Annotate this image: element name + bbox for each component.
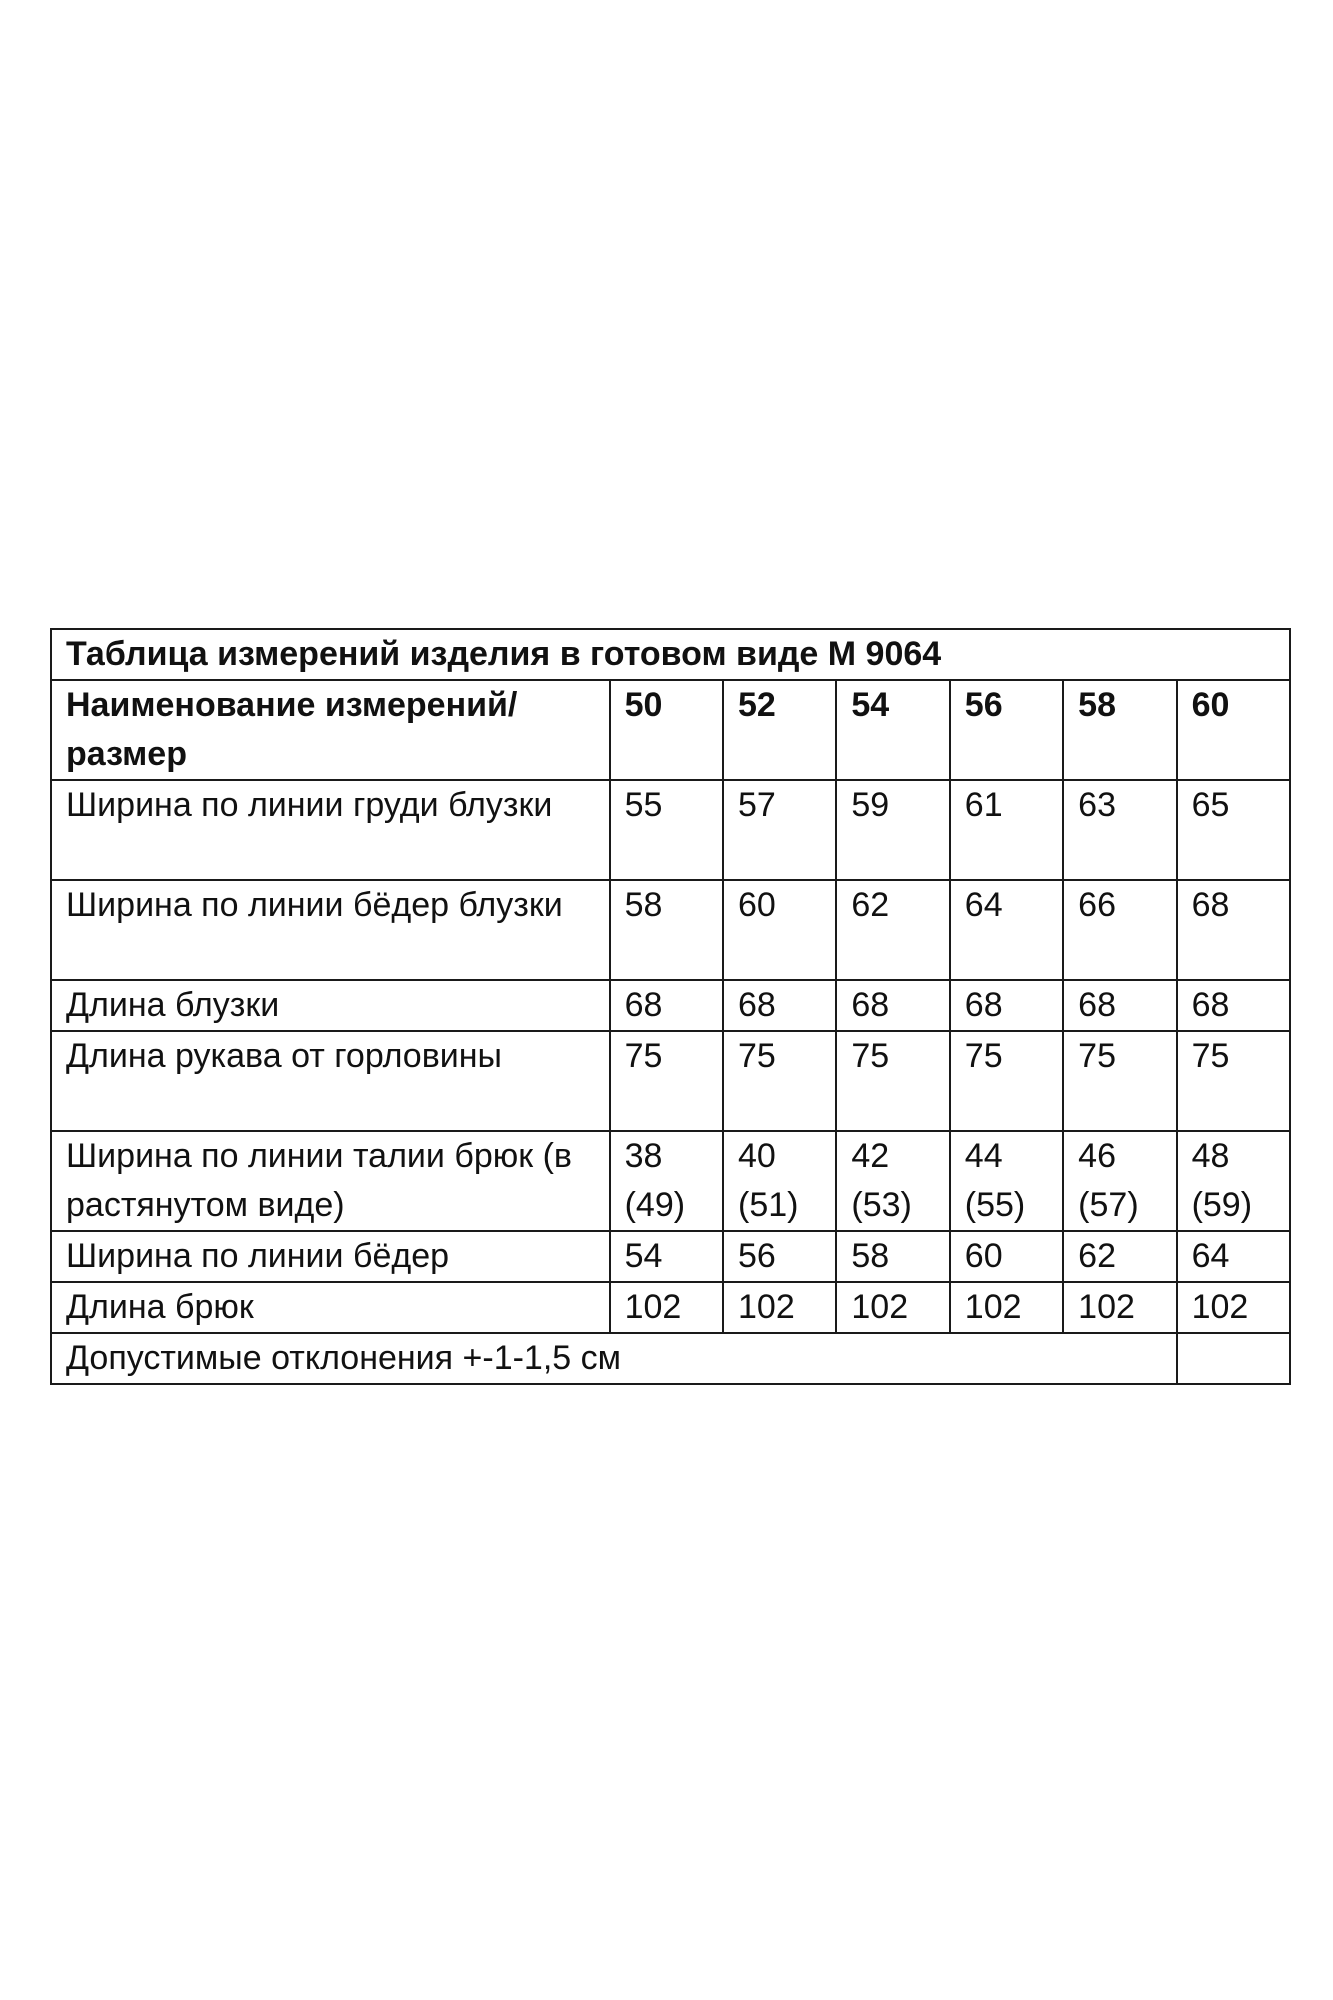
value-cell: 62 [836, 880, 949, 980]
value-cell: 68 [836, 980, 949, 1031]
row-label: Длина рукава от горловины [51, 1031, 610, 1131]
tolerance-note: Допустимые отклонения +-1-1,5 см [51, 1333, 1177, 1384]
value-cell: 56 [723, 1231, 836, 1282]
measurement-table [50, 628, 1291, 1385]
value-cell: 66 [1063, 880, 1176, 980]
value-cell: 102 [723, 1282, 836, 1333]
value-cell: 64 [1177, 1231, 1290, 1282]
row-label: Ширина по линии бёдер блузки [51, 880, 610, 980]
value-cell: 68 [1177, 980, 1290, 1031]
value-main: 44 [964, 1137, 1003, 1175]
value-cell [723, 1131, 836, 1231]
row-label: Ширина по линии талии брюк (в растянутом виде) [51, 1131, 610, 1231]
value-cell: 62 [1063, 1231, 1176, 1282]
table-title: Таблица измерений изделия в готовом виде М 9064 [51, 629, 1290, 680]
value-main: 40 [738, 1137, 776, 1175]
value-cell: 60 [723, 880, 836, 980]
value-stretched: (55) [964, 1186, 1026, 1224]
table-row [51, 1031, 1290, 1131]
value-cell: 102 [1177, 1282, 1290, 1333]
value-cell: 58 [610, 880, 723, 980]
value-stretched: (57) [1078, 1186, 1139, 1224]
title-row [51, 629, 1290, 680]
value-cell: 102 [610, 1282, 723, 1333]
value-cell [950, 1131, 1063, 1231]
row-label: Длина брюк [51, 1282, 610, 1333]
table-row [51, 980, 1290, 1031]
value-cell [1063, 1131, 1176, 1231]
header-row [51, 680, 1290, 780]
value-cell: 59 [836, 780, 949, 880]
row-label: Ширина по линии груди блузки [51, 780, 610, 880]
value-cell: 75 [836, 1031, 949, 1131]
size-header: 52 [723, 680, 836, 780]
value-cell: 68 [1177, 880, 1290, 980]
value-cell: 55 [610, 780, 723, 880]
value-main: 42 [851, 1137, 890, 1175]
value-cell [1177, 1131, 1290, 1231]
table-row [51, 1131, 1290, 1231]
value-stretched: (49) [624, 1186, 686, 1224]
value-cell: 75 [610, 1031, 723, 1131]
value-cell: 57 [723, 780, 836, 880]
value-cell: 102 [950, 1282, 1063, 1333]
value-cell [836, 1131, 949, 1231]
value-stretched: (59) [1191, 1186, 1253, 1224]
value-cell: 102 [836, 1282, 949, 1333]
value-main: 46 [1078, 1137, 1116, 1175]
value-stretched: (51) [738, 1186, 799, 1224]
value-cell: 58 [836, 1231, 949, 1282]
header-name-label: Наименование измерений/размер [51, 680, 610, 780]
table-row [51, 780, 1290, 880]
value-cell: 63 [1063, 780, 1176, 880]
table-row [51, 1282, 1290, 1333]
measurement-sheet [50, 628, 1291, 1385]
row-label: Длина блузки [51, 980, 610, 1031]
empty-cell [1177, 1333, 1290, 1384]
table-row [51, 1231, 1290, 1282]
value-cell: 68 [723, 980, 836, 1031]
size-header: 58 [1063, 680, 1176, 780]
size-header: 50 [610, 680, 723, 780]
footer-row [51, 1333, 1290, 1384]
value-cell: 68 [610, 980, 723, 1031]
value-cell: 102 [1063, 1282, 1176, 1333]
table-row [51, 880, 1290, 980]
size-header: 60 [1177, 680, 1290, 780]
value-cell: 68 [950, 980, 1063, 1031]
size-header: 54 [836, 680, 949, 780]
row-label: Ширина по линии бёдер [51, 1231, 610, 1282]
value-cell [610, 1131, 723, 1231]
size-header: 56 [950, 680, 1063, 780]
value-main: 48 [1191, 1137, 1230, 1175]
value-cell: 60 [950, 1231, 1063, 1282]
value-cell: 75 [1063, 1031, 1176, 1131]
value-cell: 61 [950, 780, 1063, 880]
value-cell: 75 [723, 1031, 836, 1131]
value-cell: 75 [950, 1031, 1063, 1131]
value-main: 38 [624, 1137, 663, 1175]
value-stretched: (53) [851, 1186, 912, 1224]
value-cell: 65 [1177, 780, 1290, 880]
value-cell: 68 [1063, 980, 1176, 1031]
value-cell: 75 [1177, 1031, 1290, 1131]
value-cell: 54 [610, 1231, 723, 1282]
value-cell: 64 [950, 880, 1063, 980]
